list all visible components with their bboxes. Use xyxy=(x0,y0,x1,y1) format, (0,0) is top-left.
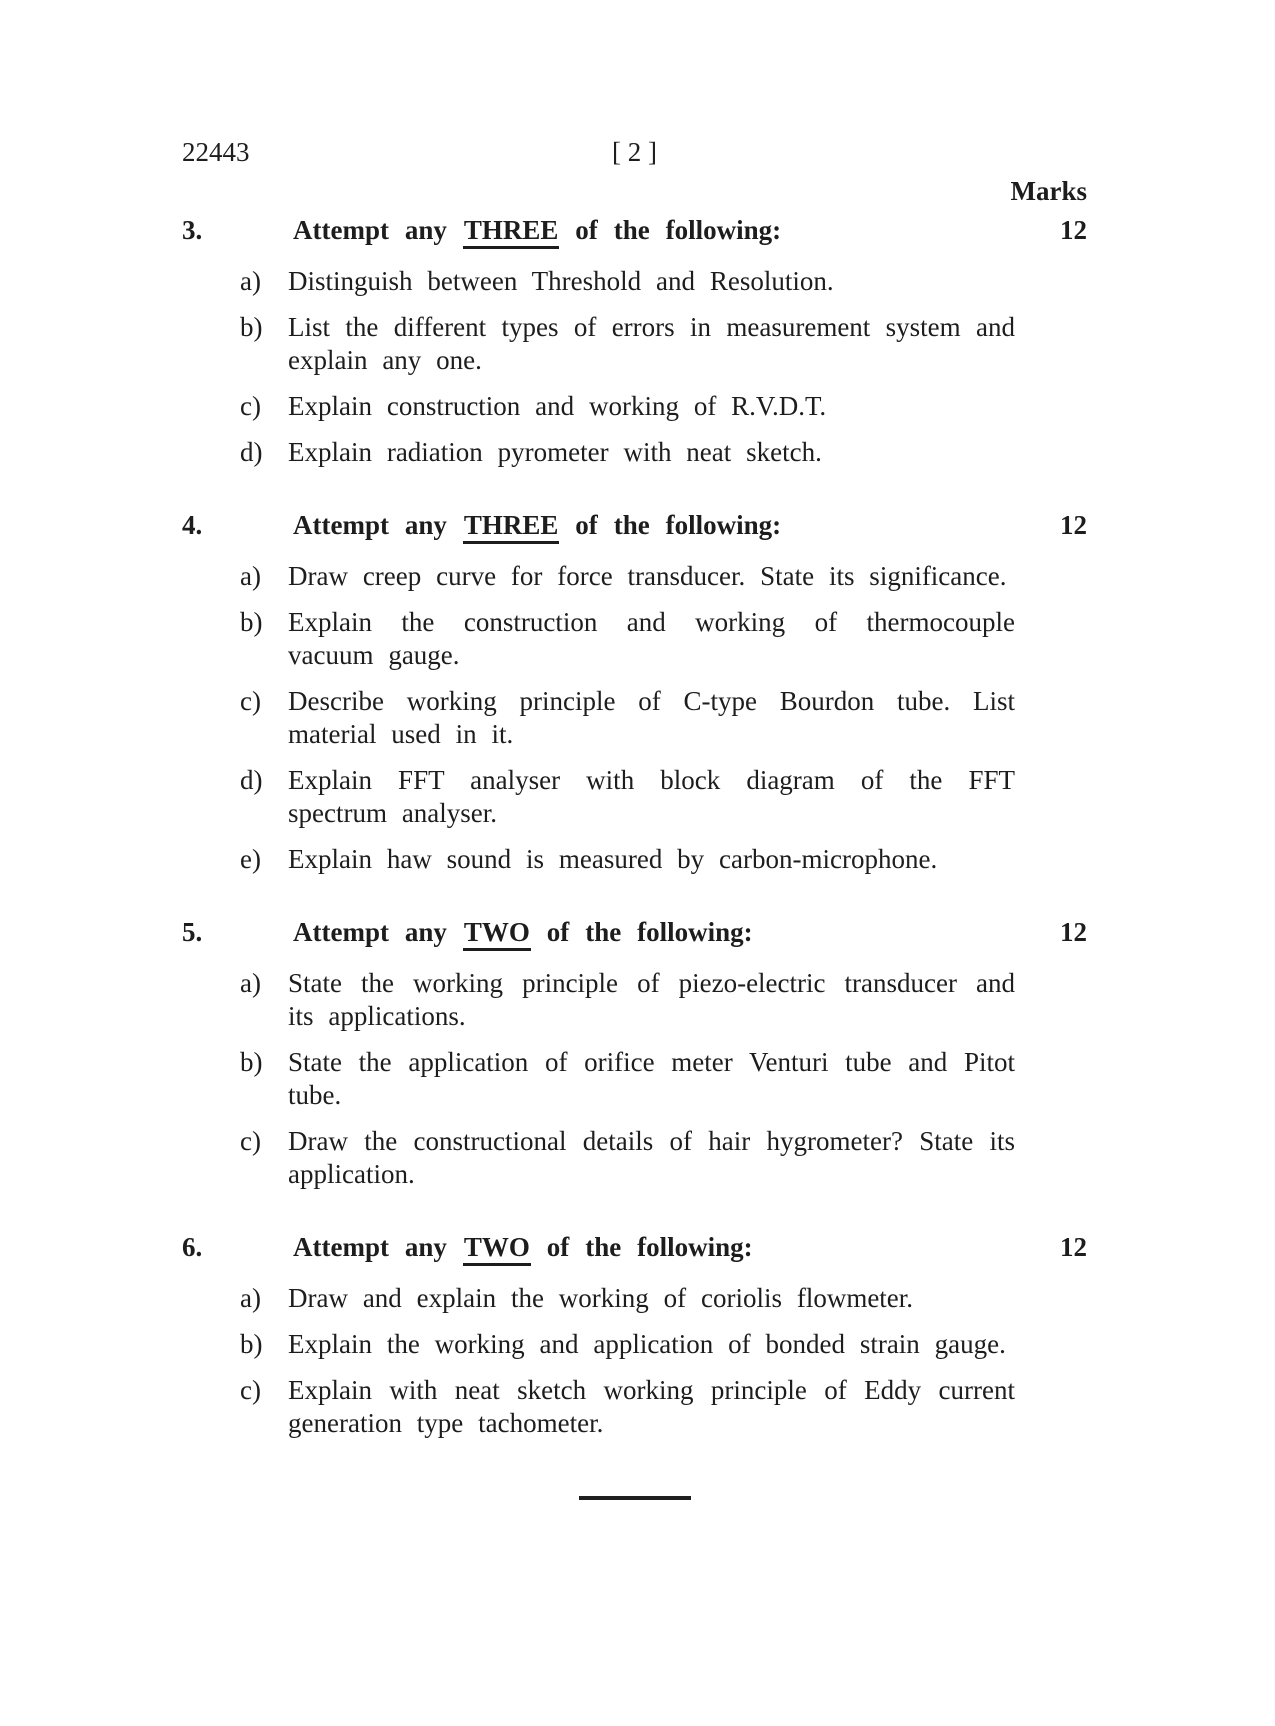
item-text: State the application of orifice meter Venturi tube and Pitot tube. xyxy=(288,1047,1015,1110)
question-marks: 12 xyxy=(1060,510,1087,540)
question-item xyxy=(240,685,1015,751)
question-number: 3. xyxy=(182,215,203,245)
question-item xyxy=(240,1282,1015,1315)
question-number: 4. xyxy=(182,510,203,540)
item-text: List the different types of errors in measurement system and explain any one. xyxy=(288,312,1015,375)
item-text: Describe working principle of C-type Bourdon tube. List material used in it. xyxy=(288,686,1015,749)
question-item xyxy=(240,560,1015,593)
item-letter: d) xyxy=(240,437,263,467)
item-text: Explain the working and application of bonded strain gauge. xyxy=(288,1329,1006,1359)
question-marks: 12 xyxy=(1060,215,1087,245)
item-letter: c) xyxy=(240,686,261,716)
question-heading-row xyxy=(182,1231,1087,1266)
end-of-paper-divider xyxy=(579,1496,691,1500)
question-item xyxy=(240,390,1015,423)
heading-suffix: of the following: xyxy=(530,1232,753,1262)
exam-code: 22443 xyxy=(182,137,250,167)
questions xyxy=(182,214,1087,1440)
item-text: Explain radiation pyrometer with neat sketch. xyxy=(288,437,822,467)
item-letter: a) xyxy=(240,561,261,591)
heading-prefix: Attempt any xyxy=(293,510,463,540)
question-item xyxy=(240,843,1015,876)
item-letter: a) xyxy=(240,1283,261,1313)
question-items xyxy=(182,967,1087,1191)
question-item xyxy=(240,436,1015,469)
item-letter: a) xyxy=(240,266,261,296)
item-text: Explain the construction and working of thermocouple vacuum gauge. xyxy=(288,607,1015,670)
question-heading-row xyxy=(182,509,1087,544)
question-marks: 12 xyxy=(1060,917,1087,947)
item-text: Explain with neat sketch working principle of Eddy current generation type tachometer. xyxy=(288,1375,1015,1438)
question-item xyxy=(240,1125,1015,1191)
question-item xyxy=(240,1328,1015,1361)
item-text: Explain FFT analyser with block diagram of the FFT spectrum analyser. xyxy=(288,765,1015,828)
question-heading xyxy=(293,916,1060,951)
item-letter: b) xyxy=(240,607,263,637)
question-heading xyxy=(293,1231,1060,1266)
question-number: 6. xyxy=(182,1232,203,1262)
question-item xyxy=(240,1374,1015,1440)
item-letter: b) xyxy=(240,312,263,342)
heading-suffix: of the following: xyxy=(559,215,782,245)
marks-column-label: Marks xyxy=(1010,176,1087,206)
heading-keyword: THREE xyxy=(463,511,560,544)
item-letter: c) xyxy=(240,391,261,421)
heading-suffix: of the following: xyxy=(559,510,782,540)
question-item xyxy=(240,606,1015,672)
item-text: Draw and explain the working of coriolis flowmeter. xyxy=(288,1283,914,1313)
question-items xyxy=(182,1282,1087,1440)
question-block xyxy=(182,509,1087,876)
question-heading-row xyxy=(182,916,1087,951)
item-text: State the working principle of piezo-electric transducer and its applications. xyxy=(288,968,1015,1031)
item-letter: e) xyxy=(240,844,261,874)
page-number: [ 2 ] xyxy=(612,137,657,167)
question-heading xyxy=(293,509,1060,544)
question-heading-row xyxy=(182,214,1087,249)
question-item xyxy=(240,311,1015,377)
question-items xyxy=(182,560,1087,876)
heading-prefix: Attempt any xyxy=(293,917,463,947)
item-text: Draw the constructional details of hair hygrometer? State its application. xyxy=(288,1126,1015,1189)
question-marks: 12 xyxy=(1060,1232,1087,1262)
heading-prefix: Attempt any xyxy=(293,1232,463,1262)
question-item xyxy=(240,265,1015,298)
question-item xyxy=(240,967,1015,1033)
item-letter: b) xyxy=(240,1047,263,1077)
heading-keyword: THREE xyxy=(463,216,560,249)
question-block xyxy=(182,1231,1087,1440)
item-letter: c) xyxy=(240,1126,261,1156)
question-block xyxy=(182,916,1087,1191)
item-letter: a) xyxy=(240,968,261,998)
page-header xyxy=(182,136,1087,169)
item-text: Explain haw sound is measured by carbon-microphone. xyxy=(288,844,938,874)
item-letter: b) xyxy=(240,1329,263,1359)
question-number: 5. xyxy=(182,917,203,947)
item-text: Distinguish between Threshold and Resolution. xyxy=(288,266,834,296)
question-heading xyxy=(293,214,1060,249)
item-text: Draw creep curve for force transducer. State its significance. xyxy=(288,561,1007,591)
question-block xyxy=(182,214,1087,469)
item-letter: d) xyxy=(240,765,263,795)
item-letter: c) xyxy=(240,1375,261,1405)
question-item xyxy=(240,1046,1015,1112)
heading-suffix: of the following: xyxy=(530,917,753,947)
heading-keyword: TWO xyxy=(463,918,531,951)
question-item xyxy=(240,764,1015,830)
item-text: Explain construction and working of R.V.D.T. xyxy=(288,391,827,421)
heading-keyword: TWO xyxy=(463,1233,531,1266)
heading-prefix: Attempt any xyxy=(293,215,463,245)
question-items xyxy=(182,265,1087,469)
